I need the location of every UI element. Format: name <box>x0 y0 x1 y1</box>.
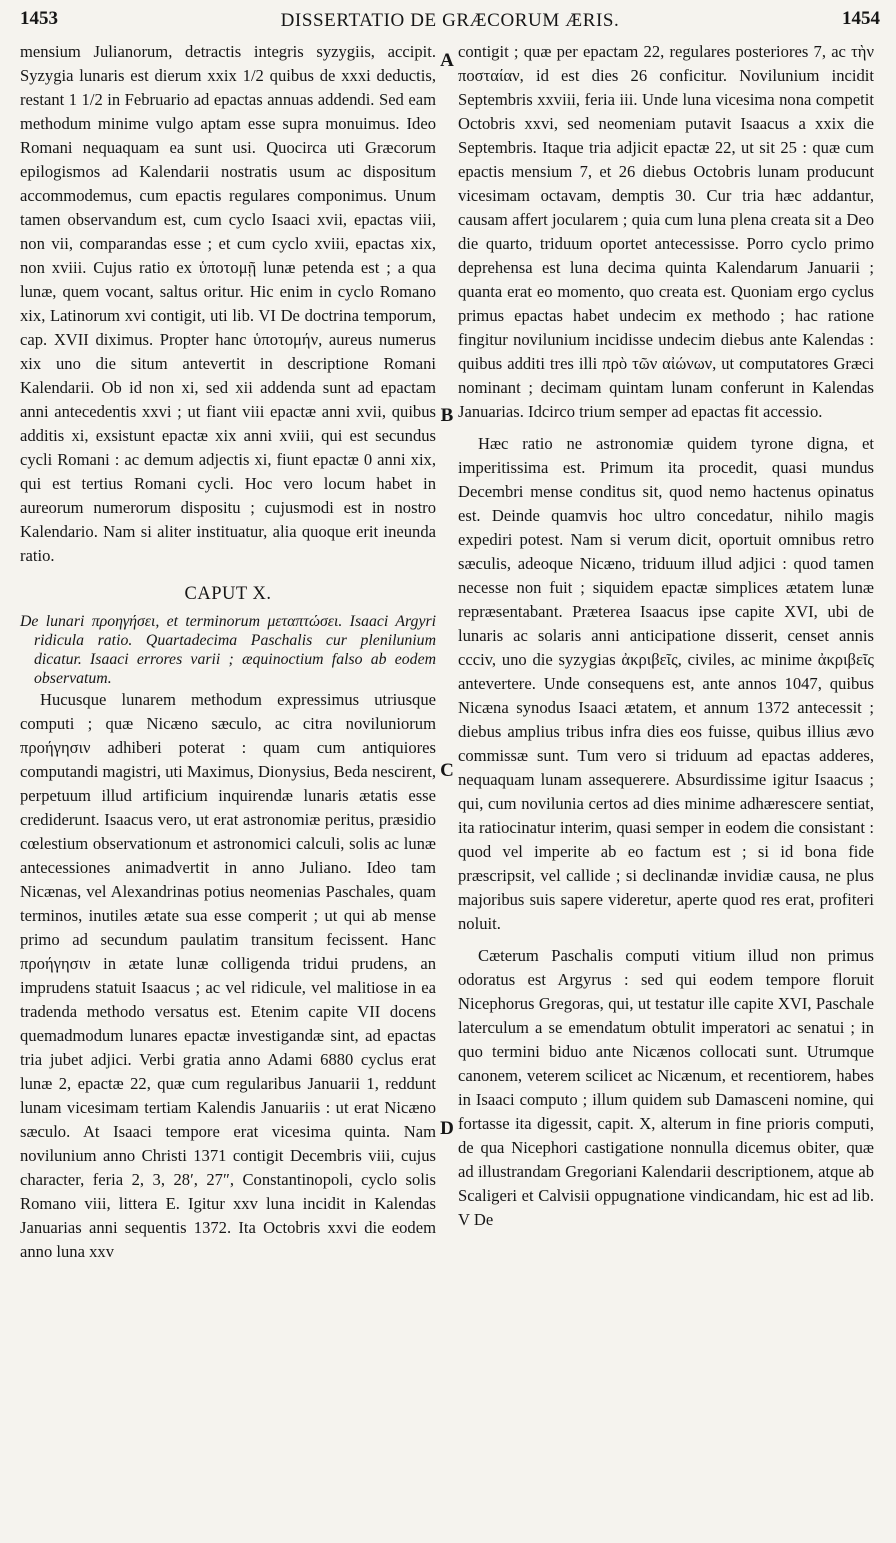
page-header <box>20 8 880 36</box>
margin-letter-c: C <box>440 760 454 781</box>
right-paragraph-2: Hæc ratio ne astronomiæ quidem tyrone digna, et imperitissima est. Primum ita procedit, quasi mundus Decembri mense conditus sit, quod nemo hactenus opinatus est. Deinde quamvis hoc ultro concedatur, nihilo magis expediri potest. Nam si verum dicit, oportuit omnibus retro sæculis, adeoque Nicæno, triduum illud adjici : quod tamen necesse non fuit ; siquidem epactæ simplices ætatem lunæ repræsentabant. Præterea Isaacus ipse capite XVI, ubi de lunaris ac solaris anni anticipatione disserit, censet annis ccciv, uno die syzygias ἀκριβεῖς, civiles, ac minime ἀκριβεῖς antevertere. Unde consequens est, ante annos 1047, quibus Nicæna synodus Isaaci ætatem, et annum 1372 antecessit ; diebus amplius tribus infra dies eos fuisse, quibus illius ævo commissæ sunt. Tum vero si triduum ad epactas adderes, nequaquam lunam assequerere. Absurdissime igitur Isaacus ; qui, cum novilunia certos ad dies minime adhærescere sentiat, ita ratiocinatur interim, quasi semper in eodem die consistant : quod vel imperite ab eo factum est ; si id bona fide præscripsit, vel callide ; si declinandæ invidiæ causa, ne plus majoribus suis sapere videretur, aperte quod res erat, profiteri noluit. <box>458 434 874 933</box>
left-column <box>20 40 436 1264</box>
page-number-left: 1453 <box>20 8 58 29</box>
running-title: DISSERTATIO DE GRÆCORUM ÆRIS. <box>280 10 620 31</box>
margin-letter-d: D <box>440 1118 454 1139</box>
right-paragraph-1: contigit ; quæ per epactam 22, regulares posteriores 7, ac τὴν ποσταίαν, id est dies 26 conficitur. Novilunium incidit Septembris xxviii, feria iii. Unde luna vicesima nona competit Octobris xxvi, sed neomeniam putavit Isaacus a xxix die Septembris. Itaque tria adjicit epactæ 22, ut sit 25 : quæ cum epactis mensium 7, et 26 diebus Octobris lunam producunt vicesimam octavam, demptis 30. Cur tria hæc addantur, causam affert jocularem ; quia cum luna plena creata sit a Deo die quarto, triduum oportet antecessisse. Porro cyclo primo deprehensa est luna decima quinta Kalendarum Januarii ; quanta erat eo momento, quo creata est. Quoniam ergo cyclus primus epactas habet undecim ex methodo ; hac ratione fingitur novilunium incidisse undecim diebus ante Kalendas : quibus additi tres illi πρὸ τῶν αἰώνων, ut computatores Græci nominant ; decimam quintam lunam conferunt in Kalendas Januarias. Idcirco trium semper ad epactas fit accessio. <box>458 42 874 421</box>
margin-letter-b: B <box>440 405 454 426</box>
right-paragraph-3: Cæterum Paschalis computi vitium illud non primus odoratus est Argyrus : sed qui eodem tempore floruit Nicephorus Gregoras, qui, ut testatur ille capite XVI, Paschale laterculum a se emendatum obtulit imperatori ac senatui ; in quo termini biduo ante Nicænos collocati sunt. Utrumque canonem, veterem scilicet ac Nicænum, et recentiorem, habes in Isaaci computo ; illum quidem sub Damasceni nomine, qui fortasse ita digessit, capit. X, alterum in fine prioris computi, de qua Nicephori castigatione nonnulla dicemus obiter, quæ ad illustrandam Gregoriani Kalendarii descriptionem, atque ab Scaligeri et Calvisii oppugnatione vindicandam, hic est ad lib. V De <box>458 946 874 1229</box>
chapter-summary: De lunari προηγήσει, et terminorum μεταπτώσει. Isaaci Argyri ridicula ratio. Quartadecima Paschalis cur plenilunium dicatur. Isaaci errores varii ; æquinoctium falso ab eodem observatum. <box>20 613 436 687</box>
chapter-heading: CAPUT X. <box>184 584 272 604</box>
right-column <box>458 40 874 1232</box>
left-paragraph-2: Hucusque lunarem methodum expressimus utriusque computi ; quæ Nicæno sæculo, ac citra noviluniorum προήγησιν adhiberi poterat : quam cum antiquiores computandi magistri, uti Maximus, Dionysius, Beda nescirent, perpetuum illud artificium inquirendæ lunaris ætatis esse crediderunt. Isaacus vero, ut erat astronomiæ peritus, præsidio cœlestium observationum et astronomici calculi, solis ac lunæ antecessiones animadvertit in anno Juliano. Ideo tam Nicænas, vel Alexandrinas potius neomenias Paschales, quam terminos, inutiles ætate sua esse comperit ; ut qui ab mense primo ad secundum paulatim transitum fecissent. Hanc προήγησιν in ætate lunæ colligenda tridui prudens, an imprudens statuit Isaacus ; ac vel ridicule, vel malitiose in ea tradenda methodo versatus est. Etenim capite VII docens quemadmodum lunares epactæ investigandæ sint, ad epactas tria jubet adjici. Verbi gratia anno Adami 6880 cyclus erat lunæ 2, epactæ 22, quæ cum regularibus Januarii 1, reddunt lunam vicesimam tertiam Kalendis Januariis : ut erat Nicæno sæculo. At Isaaci tempore erat vicesima quinta. Nam novilunium anno Christi 1371 contigit Decembris viii, cujus character, feria 2, 3, 28′, 27″, Constantinopoli, cyclo solis Romano viii, littera E. Igitur xxv luna incidit in Kalendas Januarias anni sequentis 1372. Ita Octobris xxvi die eodem anno luna xxv <box>20 690 436 1261</box>
page-number-right: 1454 <box>842 8 880 29</box>
left-paragraph-1: mensium Julianorum, detractis integris syzygiis, accipit. Syzygia lunaris est dierum xxix 1/2 quibus de xxxi deductis, restant 1 1/2 in Februario ad epactas annuas addendi. Sed eam methodum minime vulgo aptam esse supra monuimus. Ideo Romani nequaquam ea sunt usi. Quocirca uti Græcorum epilogismos ad Kalendarii nostratis usum ac dispositum accommodemus, cum epactis regulares componimus. Unum tamen observandum est, cum cyclo Isaaci xvii, epactas viii, non vii, comparandas esse ; et cum cyclo xviii, epactas xix, non xviii. Cujus ratio ex ὑποτομῇ lunæ petenda est ; a qua lunæ, quem vocant, saltus oritur. Hic enim in cyclo Romano xix, Latinorum xvi contigit, uti lib. VI De doctrina temporum, cap. XVII diximus. Propter hanc ὑποτομήν, aureus numerus xix uno die situm antevertit in descriptione Romani Kalendarii. Ob id non xi, sed xii addenda sunt ad epactam anni antecedentis xxvi ; ut fiant viii epactæ anni xvii, quibus additis xi, exsistunt epactæ xix anni xviii, qui est secundus cycli Romani : ac demum adjectis xi, fiunt epactæ 0 anni xix, qui est tertius Romani cycli. Hoc vero locum habet in aureorum numerorum dispositu ; cujusmodi est in nostro Kalendario. Nam si aliter instituatur, alia quoque erit ineunda ratio. <box>20 42 436 565</box>
margin-letter-a: A <box>440 50 454 71</box>
